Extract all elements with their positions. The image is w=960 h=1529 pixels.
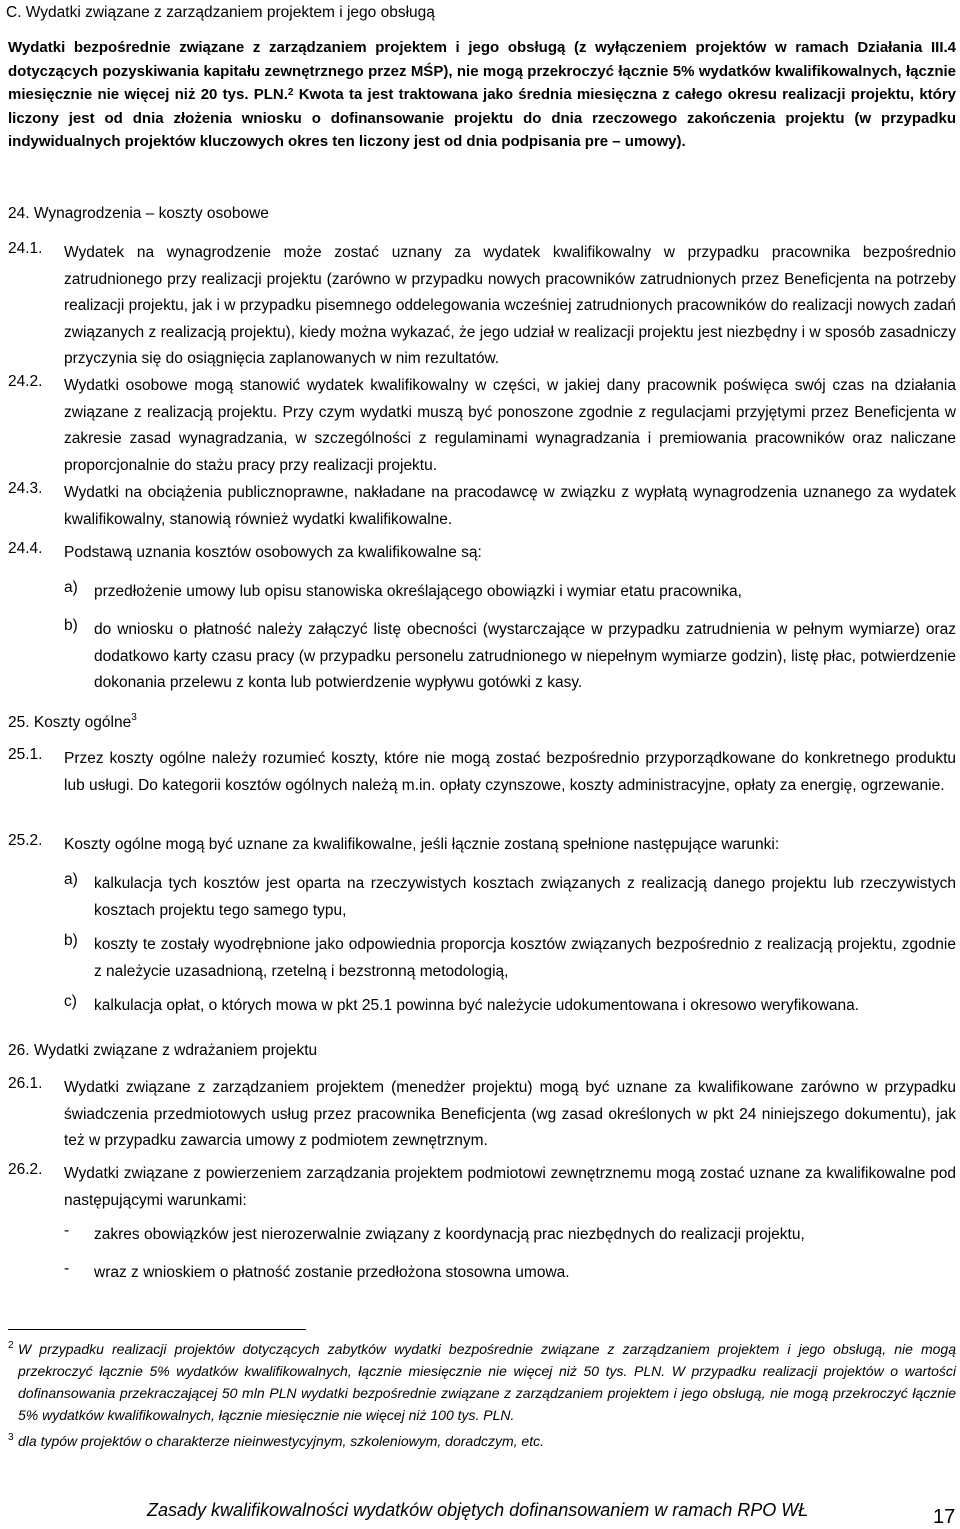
heading-24: 24. Wynagrodzenia – koszty osobowe: [8, 205, 269, 222]
item-26-2-dash-1: [64, 1222, 956, 1249]
sub-text: kalkulacja opłat, o których mowa w pkt 25.1 powinna być należycie udokumentowana i okresowo weryfikowana.: [94, 997, 860, 1014]
item-25-2-a: [64, 871, 956, 924]
footnote-number: 3: [8, 1432, 14, 1443]
item-24-3: [8, 480, 956, 533]
item-text: Podstawą uznania kosztów osobowych za kwalifikowalne są:: [64, 544, 482, 561]
item-25-2-b: [64, 932, 956, 985]
heading-25-text: 25. Koszty ogólne: [8, 714, 132, 731]
item-number: 24.4.: [8, 540, 43, 557]
item-number: 26.2.: [8, 1161, 43, 1178]
sub-text: kalkulacja tych kosztów jest oparta na rzeczywistych kosztach związanych z realizacją danego projektu lub rzeczywistych kosztach projektu tego samego typu,: [94, 875, 956, 919]
sub-text: wraz z wnioskiem o płatność zostanie przedłożona stosowna umowa.: [94, 1264, 570, 1281]
item-number: 26.1.: [8, 1075, 43, 1092]
item-text: Koszty ogólne mogą być uznane za kwalifikowalne, jeśli łącznie zostaną spełnione następujące warunki:: [64, 836, 780, 853]
item-24-1: [8, 240, 956, 373]
footer-title: Zasady kwalifikowalności wydatków objętych dofinansowaniem w ramach RPO WŁ: [147, 1500, 809, 1520]
footnote-text: dla typów projektów o charakterze nieinwestycyjnym, szkoleniowym, doradczym, etc.: [18, 1433, 544, 1449]
item-26-2-dash-2: [64, 1260, 956, 1287]
sub-label: b): [64, 617, 78, 634]
page-footer: [0, 1500, 960, 1528]
item-text: Wydatek na wynagrodzenie może zostać uznany za wydatek kwalifikowalny w przypadku pracownika bezpośrednio zatrudnionego przy realizacji projektu (zarówno w przypadku nowych pracowników zatrudnionych przez Beneficjenta na potrzeby realizacji projektu, jak i w przypadku pisemnego oddelegowania wcześniej zatrudnionych pracowników do realizacji nowych zadań związanych z realizacją projektu), kiedy można wykazać, że jego udział w realizacji projektu jest niezbędny i w sposób zasadniczy przyczynia się do osiągnięcia zaplanowanych w nim rezultatów.: [64, 244, 956, 367]
footnote-3: [8, 1430, 956, 1452]
intro-text-continued: Kwota ta jest traktowana jako średnia miesięczna z całego okresu realizacji projektu, który liczony jest od dnia złożenia wniosku o dofinansowanie projektu do dnia rzeczowego zakończenia projektu (w przypadku indywidualnych projektów kluczowych okres ten liczony jest od dnia podpisania pre – umowy).: [8, 86, 957, 151]
intro-paragraph: [8, 36, 956, 154]
item-24-2: [8, 373, 956, 479]
item-text: Wydatki związane z powierzeniem zarządzania projektem podmiotowi zewnętrznemu mogą zostać uznane za kwalifikowalne pod następującymi warunkami:: [64, 1165, 956, 1209]
item-number: 24.3.: [8, 480, 43, 497]
item-text: Wydatki związane z zarządzaniem projektem (menedżer projektu) mogą być uznane za kwalifikowane zarówno w przypadku świadczenia przedmiotowych usług przez pracownika Beneficjenta (wg zasad określonych w pkt 24 niniejszego dokumentu), jak też w przypadku zawarcia umowy z podmiotem zewnętrznym.: [64, 1079, 956, 1149]
intro-text: Wydatki bezpośrednie związane z zarządzaniem projektem i jego obsługą (z wyłączeniem projektów w ramach Działania III.4 dotyczących pozyskiwania kapitału zewnętrznego przez MŚP), nie mogą przekroczyć łącznie 5% wydatków kwalifikowalnych, łącznie miesięcznie nie więcej niż 20 tys. PLN.: [8, 39, 956, 104]
item-text: Wydatki na obciążenia publicznoprawne, nakładane na pracodawcę w związku z wypłatą wynagrodzenia uznanego za wydatek kwalifikowalny, stanowią również wydatki kwalifikowalne.: [64, 484, 956, 528]
sub-text: zakres obowiązków jest nierozerwalnie związany z koordynacją prac niezbędnych do realizacji projektu,: [94, 1226, 805, 1243]
heading-25: [8, 714, 137, 732]
item-26-1: [8, 1075, 956, 1155]
sub-label: a): [64, 871, 78, 888]
sub-label: c): [64, 993, 77, 1010]
footnote-2: [8, 1338, 956, 1426]
footnote-separator: [8, 1329, 306, 1330]
sub-text: koszty te zostały wyodrębnione jako odpowiednia proporcja kosztów związanych bezpośrednio z realizacją projektu, zgodnie z należycie uzasadnioną, rzetelną i bezstronną metodologią,: [94, 936, 956, 980]
item-number: 25.1.: [8, 746, 43, 763]
item-26-2: [8, 1161, 956, 1214]
sub-label: -: [64, 1222, 70, 1239]
item-24-4: [8, 540, 956, 567]
sub-text: przedłożenie umowy lub opisu stanowiska określającego obowiązki i wymiar etatu pracownika,: [94, 583, 742, 600]
item-text: Wydatki osobowe mogą stanowić wydatek kwalifikowalny w części, w jakiej dany pracownik poświęca swój czas na działania związane z realizacją projektu. Przy czym wydatki muszą być ponoszone zgodnie z regulacjami przyjętymi przez Beneficjenta w zakresie zasad wynagradzania, w szczególności z regulaminami wynagradzania i premiowania pracowników oraz naliczane proporcjonalnie do stażu pracy przy realizacji projektu.: [64, 377, 956, 474]
footnote-ref-3: 3: [131, 712, 137, 723]
item-24-4-b: [64, 617, 956, 697]
heading-26: 26. Wydatki związane z wdrażaniem projektu: [8, 1042, 318, 1059]
footnote-text: W przypadku realizacji projektów dotyczących zabytków wydatki bezpośrednie związane z zarządzaniem projektem i jego obsługą, nie mogą przekroczyć łącznie 5% wydatków kwalifikowalnych, łącznie miesięcznie nie więcej niż 50 tys. PLN. W przypadku realizacji projektów o wartości dofinansowania przekraczającej 50 mln PLN wydatki bezpośrednie związane z zarządzaniem projektem i jego obsługą, nie mogą przekroczyć łącznie 5% wydatków kwalifikowalnych, łącznie miesięcznie nie więcej niż 100 tys. PLN.: [18, 1341, 956, 1423]
section-title: C. Wydatki związane z zarządzaniem projektem i jego obsługą: [6, 4, 435, 21]
item-25-1: [8, 746, 956, 799]
footnote-ref-2: 2: [287, 87, 294, 99]
footnote-number: 2: [8, 1340, 14, 1351]
sub-label: b): [64, 932, 78, 949]
sub-text: do wniosku o płatność należy załączyć listę obecności (wystarczające w przypadku zatrudnienia w pełnym wymiarze) oraz dodatkowo karty czasu pracy (w przypadku personelu zatrudnionego w niepełnym wymiarze godzin), listę płac, potwierdzenie dokonania przelewu z konta lub potwierdzenie wypływu gotówki z kasy.: [94, 621, 956, 691]
item-number: 25.2.: [8, 832, 43, 849]
item-number: 24.2.: [8, 373, 43, 390]
sub-label: -: [64, 1260, 70, 1277]
item-number: 24.1.: [8, 240, 43, 257]
item-25-2: [8, 832, 956, 859]
item-25-2-c: [64, 993, 956, 1020]
sub-label: a): [64, 579, 78, 596]
item-24-4-a: [64, 579, 956, 606]
item-text: Przez koszty ogólne należy rozumieć koszty, które nie mogą zostać bezpośrednio przyporządkowane do konkretnego produktu lub usługi. Do kategorii kosztów ogólnych należą m.in. opłaty czynszowe, koszty administracyjne, opłaty za energię, ogrzewanie.: [64, 750, 956, 794]
page-number: 17: [933, 1506, 956, 1528]
